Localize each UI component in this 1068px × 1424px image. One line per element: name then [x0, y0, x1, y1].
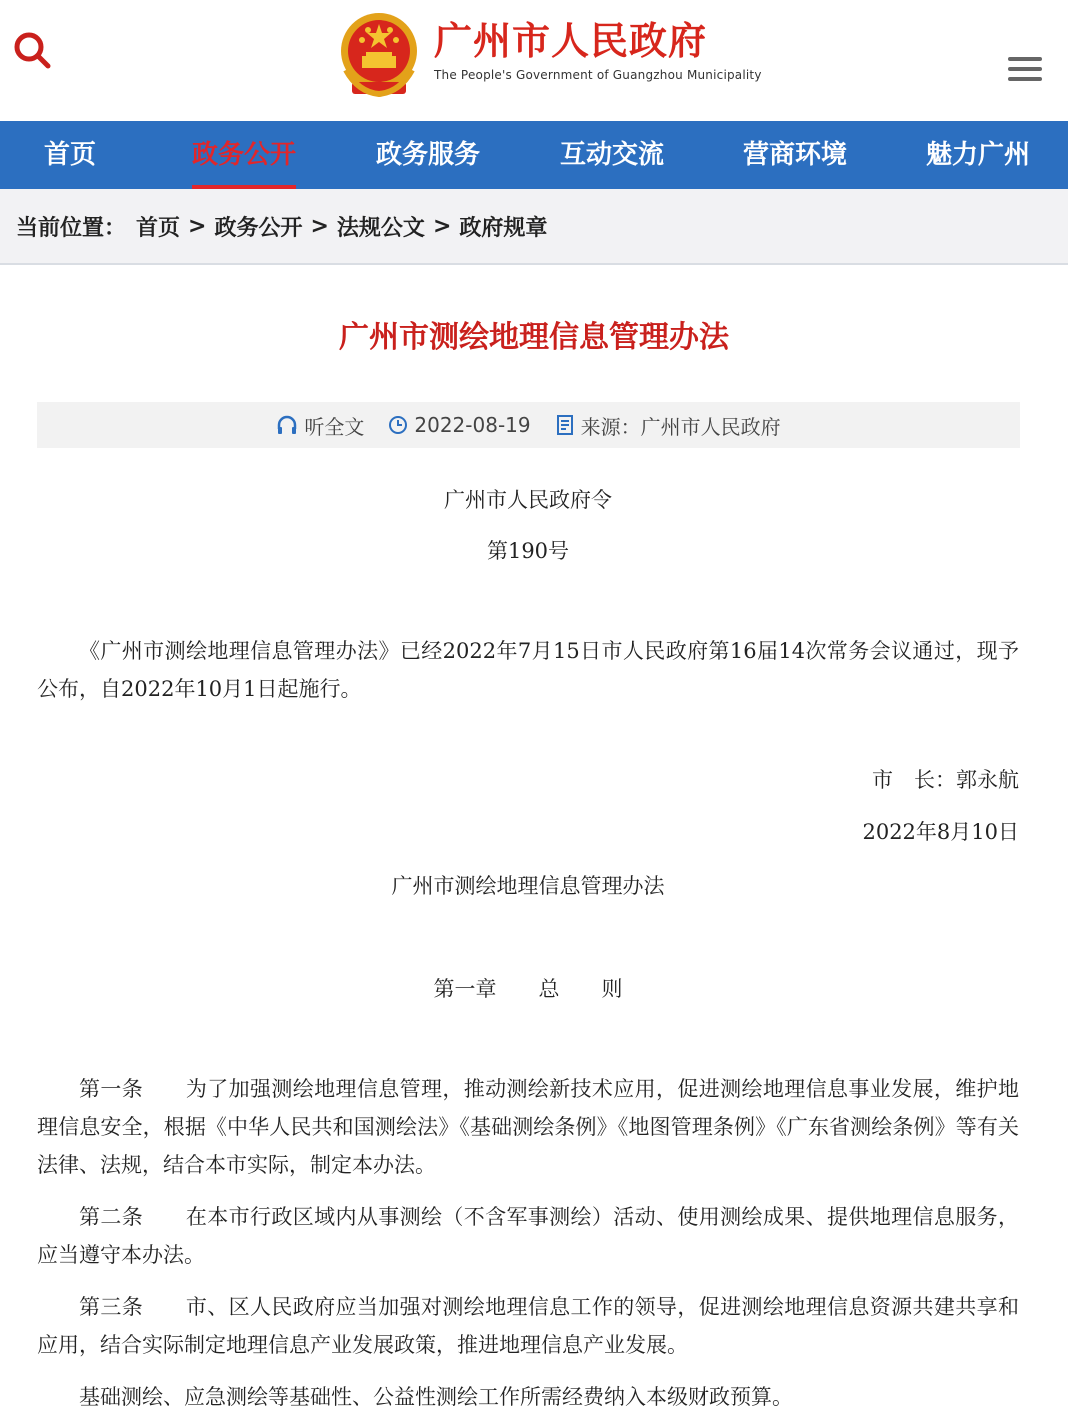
hamburger-menu-icon[interactable] [1008, 57, 1042, 83]
announcement-paragraph: 《广州市测绘地理信息管理办法》已经2022年7月15日市人民政府第16届14次常务会议通过，现予公布，自2022年10月1日起施行。 [37, 639, 1019, 701]
site-name-en: The People's Government of Guangzhou Municipality [434, 68, 762, 82]
mayor-signature: 市 长：郭永航 [872, 768, 1019, 792]
breadcrumb-home[interactable]: 首页 [136, 215, 181, 241]
listen-label: 听全文 [304, 414, 365, 439]
article-meta-bar [37, 402, 1020, 448]
breadcrumb [0, 189, 1068, 265]
article-paragraph: 基础测绘、应急测绘等基础性、公益性测绘工作所需经费纳入本级财政预算。 [79, 1385, 793, 1409]
site-header [0, 0, 1068, 121]
source-label: 来源： [580, 414, 641, 439]
breadcrumb-gov-affairs[interactable]: 政务公开 [214, 215, 303, 241]
nav-item-interaction[interactable]: 互动交流 [560, 140, 665, 170]
nav-item-charm[interactable]: 魅力广州 [926, 140, 1031, 170]
breadcrumb-separator: > [188, 213, 207, 239]
regulation-subtitle: 广州市测绘地理信息管理办法 [391, 874, 665, 898]
breadcrumb-regulations[interactable]: 法规公文 [336, 215, 425, 241]
date-value: 2022-08-19 [414, 413, 531, 437]
sign-date: 2022年8月10日 [862, 820, 1019, 844]
breadcrumb-gov-rules[interactable]: 政府规章 [459, 215, 548, 241]
site-logo[interactable] [338, 8, 762, 104]
page-title: 广州市测绘地理信息管理办法 [339, 320, 729, 355]
nav-item-gov-affairs[interactable]: 政务公开 [192, 121, 296, 189]
order-title: 广州市人民政府令 [444, 488, 612, 512]
nav-item-home[interactable]: 首页 [44, 140, 97, 170]
breadcrumb-prefix: 当前位置： [16, 215, 127, 241]
article-source [555, 411, 781, 440]
site-name: 广州市人民政府 [434, 19, 708, 63]
breadcrumb-separator: > [432, 213, 452, 239]
clock-icon [388, 415, 408, 435]
listen-button[interactable] [276, 411, 364, 440]
publish-date [388, 413, 530, 437]
nav-item-business[interactable]: 营商环境 [743, 140, 848, 170]
source-value: 广州市人民政府 [640, 414, 781, 439]
order-number: 第190号 [486, 539, 570, 563]
article-paragraph: 第一条 为了加强测绘地理信息管理，推动测绘新技术应用，促进测绘地理信息事业发展，维护地理信息安全，根据《中华人民共和国测绘法》《基础测绘条例》《地图管理条例》《广东省测绘条例》等有关法律、法规，结合本市实际，制定本办法。 [37, 1077, 1019, 1177]
document-icon [555, 414, 575, 436]
search-icon[interactable] [12, 30, 52, 70]
national-emblem-icon [338, 10, 420, 102]
headphones-icon [276, 414, 298, 436]
article-paragraph: 第二条 在本市行政区域内从事测绘（不含军事测绘）活动、使用测绘成果、提供地理信息服务，应当遵守本办法。 [37, 1205, 1019, 1267]
chapter-heading: 第一章 总 则 [433, 977, 623, 1001]
breadcrumb-separator: > [310, 213, 329, 239]
nav-item-gov-services[interactable]: 政务服务 [376, 140, 481, 170]
article-paragraph: 第三条 市、区人民政府应当加强对测绘地理信息工作的领导，促进测绘地理信息资源共建共享和应用，结合实际制定地理信息产业发展政策，推进地理信息产业发展。 [37, 1295, 1019, 1357]
main-nav [0, 121, 1068, 189]
